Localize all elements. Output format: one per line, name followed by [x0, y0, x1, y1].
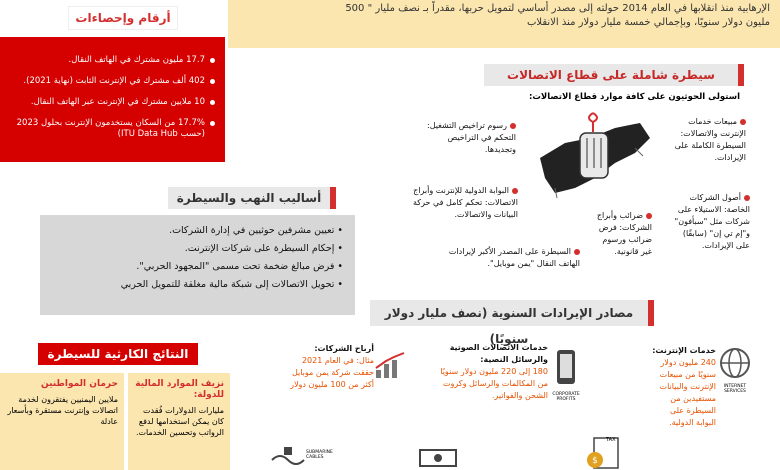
- bullet-icon: [510, 123, 516, 129]
- stats-panel: [0, 37, 225, 162]
- results-title: النتائج الكارثية للسيطرة: [38, 343, 198, 365]
- methods-title: أساليب النهب والسيطرة: [168, 187, 336, 209]
- control-assets: أصول الشركات الخاصة: الاستيلاء على شركات مثل "سبأفون" و"إم تي إن" (سابقًا) على الإيرادات.: [674, 193, 750, 250]
- control-subtitle: استولى الحوثيون على كافة موارد قطاع الاتصالات:: [528, 92, 740, 102]
- revenue-voice: خدمات الاتصالات الصوتية والرسائل النصية: 180 إلى 220 مليون دولار سنويًا من المكالمات والرسائل وكروت الشحن والفواتير.: [440, 343, 548, 400]
- method-item: • تحويل الاتصالات إلى شبكة مالية مغلقة للتمويل الحربي: [120, 279, 343, 290]
- control-sales: مبيعات خدمات الإنترنت والاتصالات: السيطرة الكاملة على الإيرادات.: [674, 117, 746, 162]
- svg-text:$: $: [592, 456, 598, 466]
- control-gateway: البوابة الدولية للإنترنت وأبراج الاتصالات: تحكم كامل في حركة البيانات والاتصالات.: [412, 186, 518, 219]
- intro-text-box: [228, 0, 780, 48]
- method-item: • تعيين مشرفين حوثيين في إدارة الشركات.: [169, 225, 343, 236]
- stats-title: أرقام وإحصاءات: [68, 6, 178, 30]
- profits-caption: CORPORATE PROFITS: [552, 392, 580, 402]
- bar-chart-icon: [374, 352, 406, 380]
- internet-caption: INTERNET SERVICES: [723, 384, 747, 394]
- intro-line-1: الإرهابية منذ انقلابها في العام 2014 حولته إلى مصدر أساسي لتمويل حربها، مقدراً بـ نصف مليار " 500: [345, 3, 770, 14]
- method-item: • فرض مبالغ ضخمة تحت مسمى "المجهود الحربي".: [136, 261, 343, 272]
- control-taxes: ضرائب وأبراج الشركات: فرض ضرائب ورسوم غير قانونية.: [596, 211, 652, 256]
- stat-item: 17.7% من السكان يستخدمون الإنترنت بحلول 2023 (حسب ITU Data Hub): [8, 118, 215, 140]
- stat-item: 402 ألف مشترك في الإنترنت الثابت (نهاية 2021).: [8, 76, 215, 87]
- bullet-icon: [740, 119, 746, 125]
- submarine-cable-icon: [270, 444, 306, 466]
- results-col-deprivation: حرمان المواطنين ملايين اليمنيين يفتقرون لخدمة اتصالات وإنترنت مستقرة وبأسعار عادلة: [0, 373, 124, 470]
- control-licenses: رسوم تراخيص التشغيل: التحكم في التراخيص وتجديدها.: [427, 121, 516, 154]
- revenue-internet: خدمات الإنترنت: 240 مليون دولار سنويًا من مبيعات الإنترنت والبيانات مستفيدين من السيطرة على البوابة الدولية.: [652, 346, 716, 427]
- method-item: • إحكام السيطرة على شركات الإنترنت.: [184, 243, 343, 254]
- bullet-icon: [646, 213, 652, 219]
- revenue-profits: أرباح الشركات: مثال: في العام 2021 حققت شركة يمن موبايل أكثر من 100 مليون دولار: [290, 344, 374, 389]
- stat-item: 10 ملايين مشترك في الإنترنت عبر الهاتف النقال.: [8, 97, 215, 108]
- cash-icon: [418, 446, 458, 468]
- bullet-icon: [744, 195, 750, 201]
- revenue-title: مصادر الإيرادات السنوية (نصف مليار دولار سنويًا): [370, 300, 654, 326]
- control-title: سيطرة شاملة على قطاع الاتصالات: [484, 64, 744, 86]
- tax-caption: TAX: [606, 437, 616, 443]
- bullet-icon: [574, 249, 580, 255]
- globe-icon: [718, 346, 752, 380]
- control-mobile: السيطرة على المصدر الأكبر لإيرادات الهاتف النقال "يمن موبايل".: [448, 247, 580, 268]
- methods-panel: [40, 215, 355, 315]
- bullet-icon: [512, 188, 518, 194]
- phone-icon: [555, 348, 577, 386]
- intro-line-2: مليون دولار سنويًا، وبإجمالي خمسة مليار دولار منذ الانقلاب: [526, 17, 770, 28]
- results-col-drain: نزيف الموارد المالية للدولة: مليارات الدولارات فُقدت كان يمكن استخدامها لدفع الرواتب وتحسين الخدمات.: [128, 373, 230, 470]
- stat-item: 17.7 مليون مشترك في الهاتف النقال.: [8, 55, 215, 66]
- yemen-map-fist-icon: [535, 108, 655, 203]
- cables-caption: SUBMARINE CABLES: [306, 450, 333, 460]
